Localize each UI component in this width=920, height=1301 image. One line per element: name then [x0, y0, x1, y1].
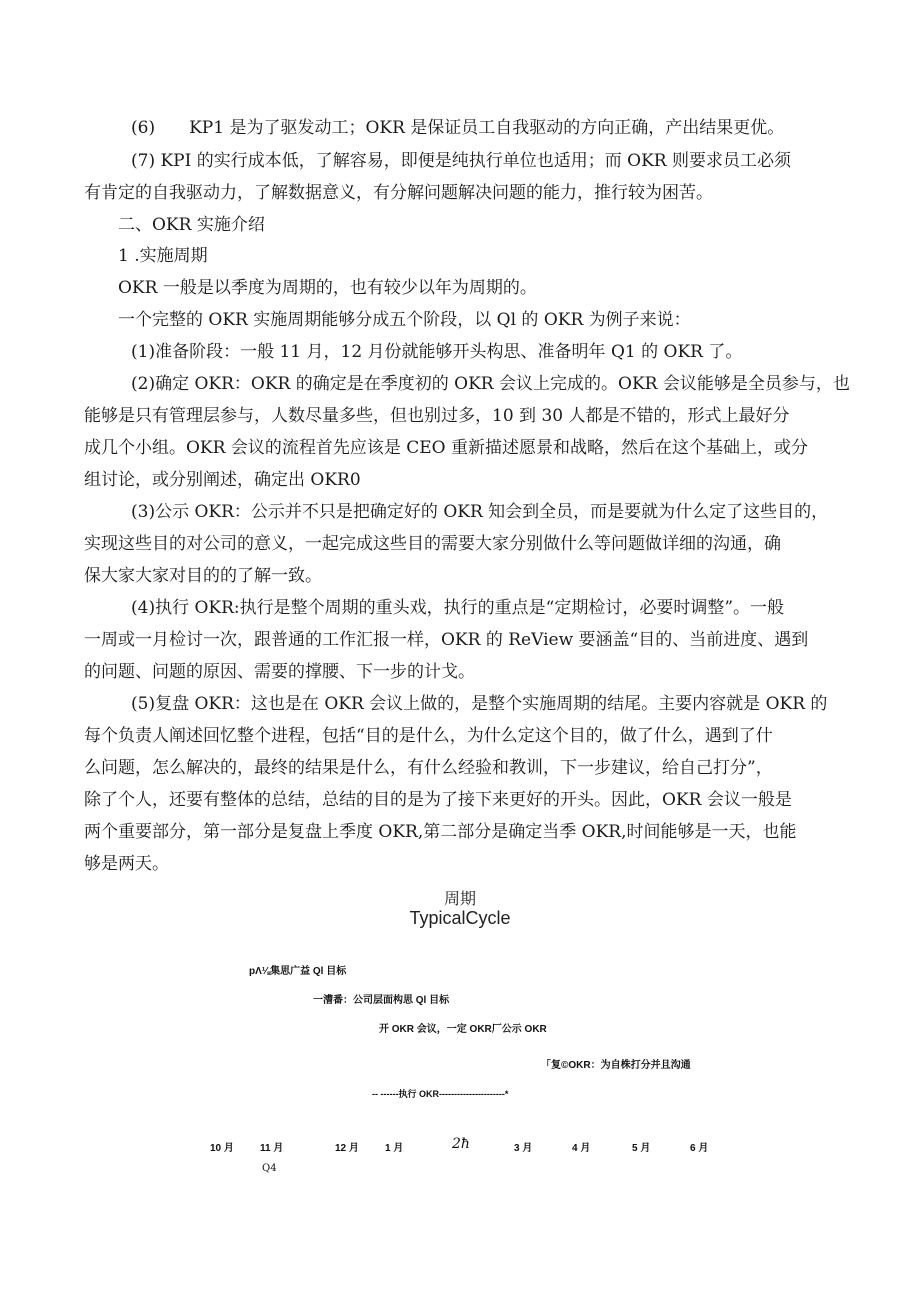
paragraph-line: (5)复盘 OKR：这也是在 OKR 会议上做的，是整个实施周期的结尾。主要内容就是 OKR 的: [131, 694, 828, 714]
paragraph-line: 每个负责人阐述回忆整个进程，包括“目的是什么，为什么定这个目的，做了什么，遇到了什: [84, 726, 773, 746]
phase-plan: 一漕番：公司层面构思 Ql 目标: [313, 995, 450, 1006]
paragraph-line: OKR 一般是以季度为周期的，也有较少以年为周期的。: [118, 278, 537, 298]
paragraph-line: 有肯定的自我驱动力，了解数据意义，有分解问题解决问题的能力，推行较为困苦。: [84, 183, 713, 203]
paragraph-line: (2)确定 OKR：OKR 的确定是在季度初的 OKR 会议上完成的。OKR 会议能够是全员参与，也: [131, 374, 850, 394]
paragraph-line: 保大家大家对目的的了解一致。: [84, 566, 322, 586]
quarter-label: Q4: [262, 1163, 277, 1174]
month-label: 11 月: [260, 1143, 284, 1154]
subsection-heading: 1 .实施周期: [118, 246, 208, 266]
paragraph-line: 一个完整的 OKR 实施周期能够分成五个阶段，以 Ql 的 OKR 为例子来说：: [118, 310, 691, 330]
paragraph-line: 实现这些目的对公司的意义，一起完成这些目的需要大家分别做什么等问题做详细的沟通，确: [84, 534, 781, 554]
paragraph-line: 的问题、问题的原因、需要的撑腰、下一步的计戈。: [84, 662, 475, 682]
diagram-title-en: TypicalCycle: [409, 908, 511, 928]
paragraph-line: (1)准备阶段：一般 11 月，12 月份就能够开头构思、准备明年 Q1 的 OKR 了。: [131, 342, 743, 362]
phase-meeting: 开 OKR 会议，一定 OKR厂公示 OKR: [379, 1024, 547, 1035]
paragraph-line: 一周或一月检讨一次，跟普通的工作汇报一样，OKR 的 ReView 要涵盖“目的、当前进度、遇到: [84, 630, 809, 650]
month-label: 2ħ: [452, 1136, 470, 1152]
paragraph-line: (3)公示 OKR：公示并不只是把确定好的 OKR 知会到全员，而是要就为什么定了这些目的，: [131, 502, 829, 522]
month-label: 10 月: [210, 1143, 234, 1154]
paragraph-line: (4)执行 OKR:执行是整个周期的重头戏，执行的重点是“定期检讨，必要时调整”。一般: [131, 598, 785, 618]
month-label: 6 月: [690, 1143, 709, 1154]
month-label: 12 月: [335, 1143, 359, 1154]
section-heading: 二、OKR 实施介绍: [118, 215, 265, 235]
phase-execute: -- ------执行 OKR----------------------*: [372, 1089, 509, 1099]
paragraph-line: 成几个小组。OKR 会议的流程首先应该是 CEO 重新描述愿景和战略，然后在这个基础上，或分: [84, 438, 809, 458]
phase-brainstorm: pΛ⅛集思广益 Ql 目标: [249, 966, 347, 977]
paragraph-line: 组讨论，或分别阐述，确定出 OKR0: [84, 470, 361, 490]
paragraph-line: 够是两天。: [84, 854, 169, 874]
diagram-title-cn: 周期: [443, 889, 476, 908]
phase-review: 「复©OKR：为自株打分并且沟通: [541, 1060, 691, 1071]
paragraph-line: (7) KPI 的实行成本低，了解容易，即便是纯执行单位也适用；而 OKR 则要求员工必须: [131, 151, 791, 171]
paragraph-line: 两个重要部分，第一部分是复盘上季度 OKR,第二部分是确定当季 OKR,时间能够是一天，也能: [84, 822, 797, 842]
month-label: 5 月: [632, 1143, 651, 1154]
paragraph-line: 除了个人，还要有整体的总结，总结的目的是为了接下来更好的开头。因此，OKR 会议一般是: [84, 790, 792, 810]
month-label: 1 月: [385, 1143, 404, 1154]
month-label: 4 月: [572, 1143, 591, 1154]
paragraph-line: 么问题，怎么解决的，最终的结果是什么，有什么经验和教训，下一步建议，给自己打分”，: [84, 758, 773, 778]
paragraph-line: 能够是只有管理层参与，人数尽量多些，但也别过多，10 到 30 人都是不错的，形式上最好分: [84, 406, 790, 426]
month-label: 3 月: [514, 1143, 533, 1154]
paragraph-line: (6) KP1 是为了驱发动工；OKR 是保证员工自我驱动的方向正确，产出结果更优。: [131, 118, 785, 138]
